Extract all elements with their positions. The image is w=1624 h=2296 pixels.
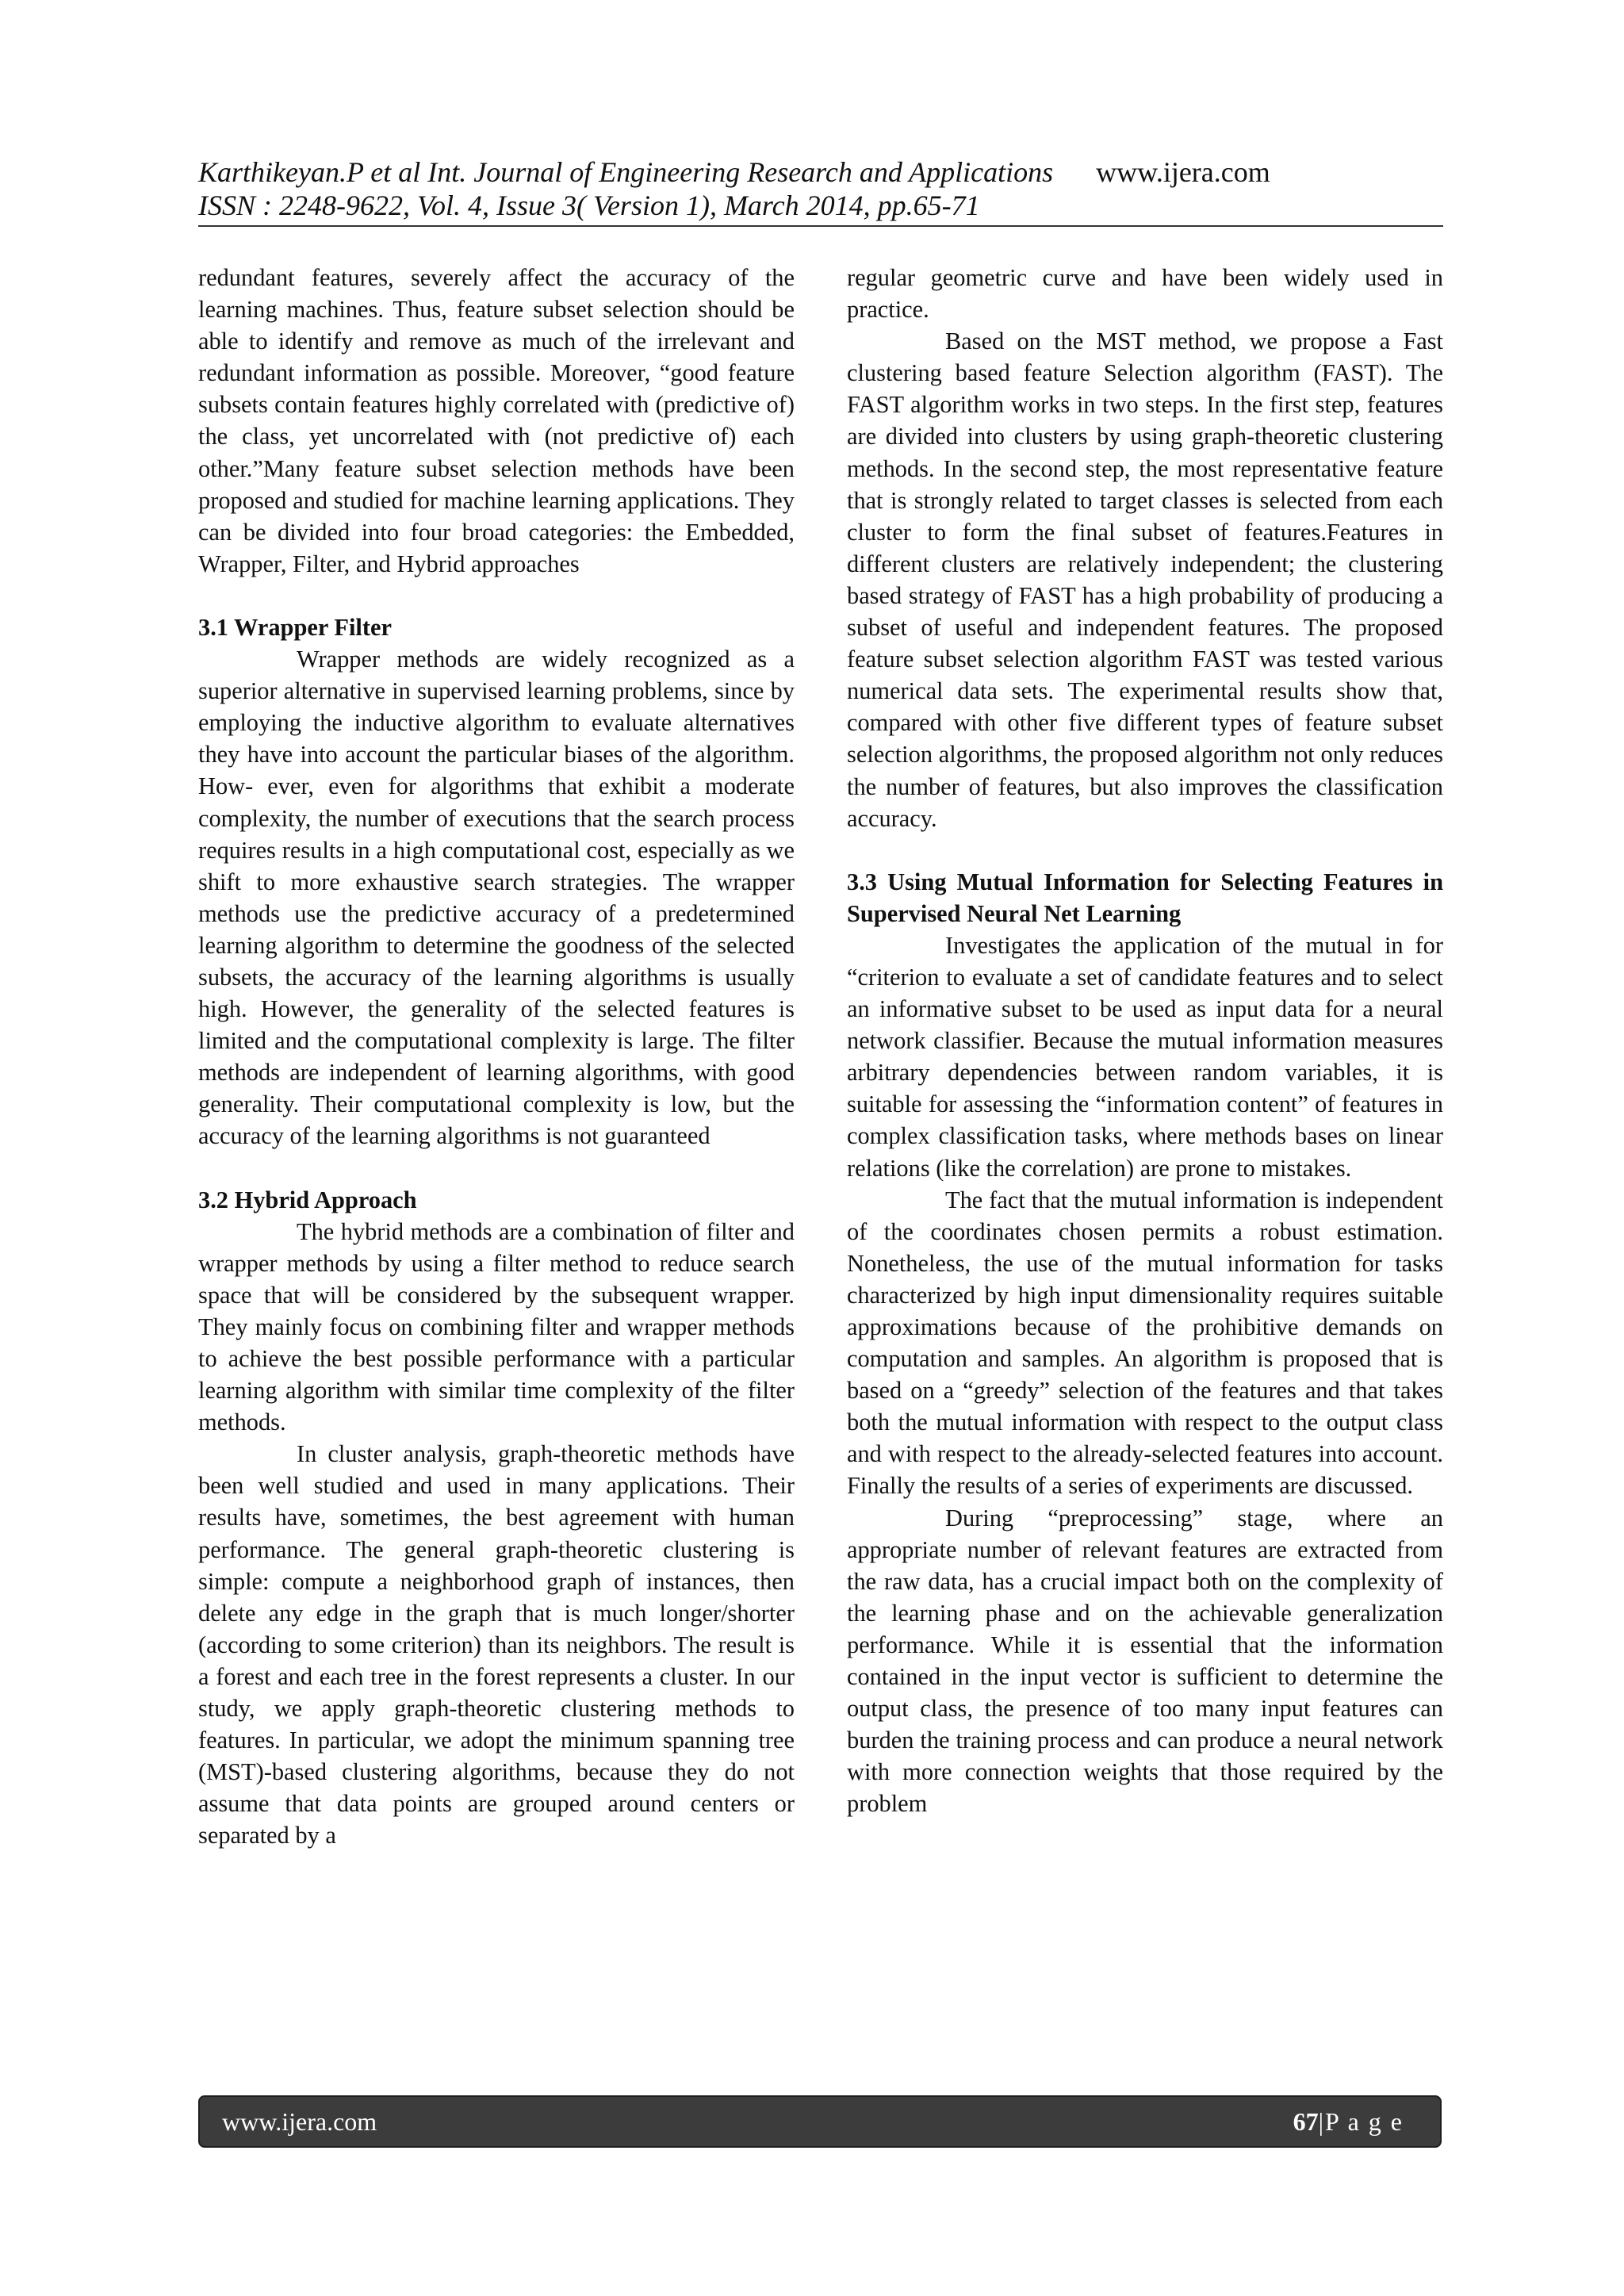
- issn-line: ISSN : 2248-9622, Vol. 4, Issue 3( Version 1), March 2014, pp.65-71: [198, 190, 980, 221]
- journal-citation: Karthikeyan.P et al Int. Journal of Engineering Research and Applications: [198, 156, 1054, 188]
- running-header: [198, 155, 1443, 227]
- footer-website[interactable]: www.ijera.com: [222, 2107, 377, 2136]
- page-label: |P a g e: [1318, 2107, 1404, 2136]
- paragraph: regular geometric curve and have been widely used in practice.: [847, 264, 1443, 324]
- paragraph: redundant features, severely affect the accuracy of the learning machines. Thus, feature subset selection should be able to identify and remove as much of the irrelevant and redundant information as possible. Moreover, “good feature subsets contain features highly correlated with (predictive of) the class, yet uncorrelated with (not predictive of) each other.”Many feature subset selection methods have been proposed and studied for machine learning applications. They can be divided into four broad categories: the Embedded, Wrapper, Filter, and Hybrid approaches: [198, 264, 795, 577]
- paragraph: The hybrid methods are a combination of filter and wrapper methods by using a filter method to reduce search space that will be considered by the subsequent wrapper. They mainly focus on combining filter and wrapper methods to achieve the best possible performance with a particular learning algorithm with similar time complexity of the filter methods.: [198, 1217, 795, 1436]
- section-heading-3-2: 3.2 Hybrid Approach: [198, 1186, 417, 1213]
- section-heading-3-1: 3.1 Wrapper Filter: [198, 613, 392, 641]
- page-number-value: 67: [1293, 2107, 1319, 2136]
- paragraph: Based on the MST method, we propose a Fast clustering based feature Selection algorithm (FAST). The FAST algorithm works in two steps. In the first step, features are divided into clusters by using graph-theoretic clustering methods. In the second step, the most representative feature that is strongly related to target classes is selected from each cluster to form the final subset of features.Features in different clusters are relatively independent; the clustering based strategy of FAST has a high probability of producing a subset of useful and independent features. The proposed feature subset selection algorithm FAST was tested various numerical data sets. The experimental results show that, compared with other five different types of feature subset selection algorithms, the proposed algorithm not only reduces the number of features, but also improves the classification accuracy.: [847, 328, 1443, 832]
- paragraph: Investigates the application of the mutual in for “criterion to evaluate a set of candidate features and to select an informative subset to be used as input data for a neural network classifier. Because the mutual information measures arbitrary dependencies between random variables, it is suitable for assessing the “information content” of features in complex classification tasks, where methods bases on linear relations (like the correlation) are prone to mistakes.: [847, 931, 1443, 1182]
- section-heading-3-3: 3.3 Using Mutual Information for Selecting Features in Supervised Neural Net Learning: [847, 868, 1443, 927]
- right-column: [847, 262, 1443, 1820]
- paragraph: During “preprocessing” stage, where an appropriate number of relevant features are extracted from the raw data, has a crucial impact both on the complexity of the learning phase and on the achievable generalization performance. While it is essential that the information contained in the input vector is sufficient to determine the output class, the presence of too many input features can burden the training process and can produce a neural network with more connection weights that those required by the problem: [847, 1504, 1443, 1818]
- paragraph: In cluster analysis, graph-theoretic methods have been well studied and used in many applications. Their results have, sometimes, the best agreement with human performance. The general graph-theoretic clustering is simple: compute a neighborhood graph of instances, then delete any edge in the graph that is much longer/shorter (according to some criterion) than its neighbors. The result is a forest and each tree in the forest represents a cluster. In our study, we apply graph-theoretic clustering methods to features. In particular, we adopt the minimum spanning tree (MST)-based clustering algorithms, because they do not assume that data points are grouped around centers or separated by a: [198, 1440, 795, 1849]
- paragraph: Wrapper methods are widely recognized as a superior alternative in supervised learning problems, since by employing the inductive algorithm to evaluate alternatives they have into account the particular biases of the algorithm. How- ever, even for algorithms that exhibit a moderate complexity, the number of executions that the search process requires results in a high computational cost, especially as we shift to more exhaustive search strategies. The wrapper methods use the predictive accuracy of a predetermined learning algorithm to determine the goodness of the selected subsets, the accuracy of the learning algorithms is usually high. However, the generality of the selected features is limited and the computational complexity is large. The filter methods are independent of learning algorithms, with good generality. Their computational complexity is low, but the accuracy of the learning algorithms is not guaranteed: [198, 646, 795, 1150]
- paragraph: The fact that the mutual information is independent of the coordinates chosen permits a robust estimation. Nonetheless, the use of the mutual information for tasks characterized by high input dimensionality requires suitable approximations because of the prohibitive demands on computation and samples. An algorithm is proposed that is based on a “greedy” selection of the features and that takes both the mutual information with respect to the output class and with respect to the already-selected features into account. Finally the results of a series of experiments are discussed.: [847, 1186, 1443, 1500]
- page-footer: [198, 2095, 1442, 2148]
- page-number: [1293, 2097, 1404, 2146]
- left-column: [198, 262, 795, 1852]
- header-website[interactable]: www.ijera.com: [1096, 156, 1270, 188]
